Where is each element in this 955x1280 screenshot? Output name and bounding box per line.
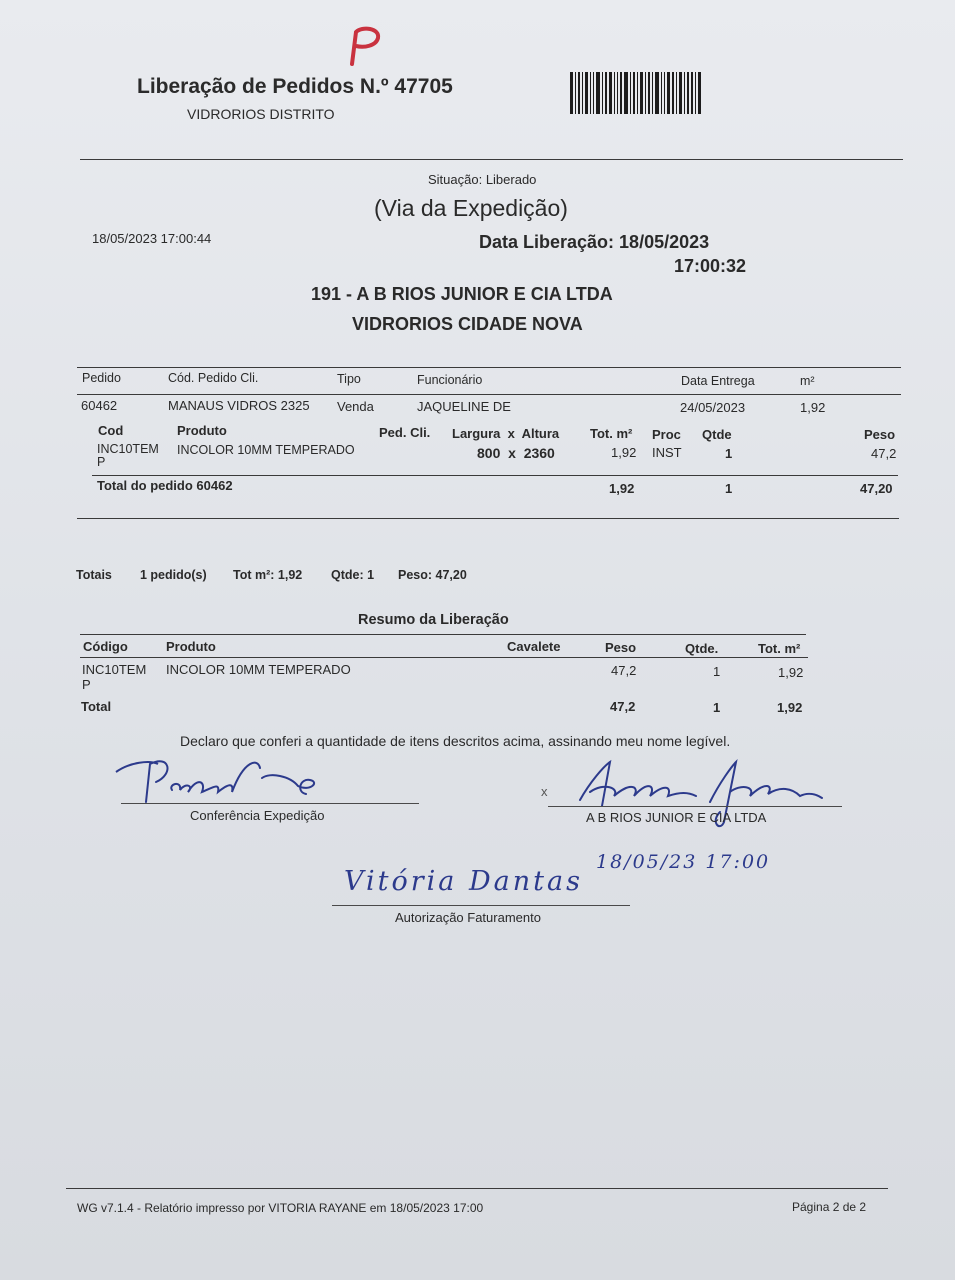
divider [77, 367, 901, 368]
declaration-text: Declaro que conferi a quantidade de itens descritos acima, assinando meu nome legível. [180, 733, 731, 749]
document-title: Liberação de Pedidos N.º 47705 [137, 75, 453, 98]
item-col-cod: Cod [98, 423, 124, 438]
handwritten-p-mark [340, 24, 390, 70]
summary-total-label: Total [81, 699, 112, 714]
footer-divider [66, 1188, 888, 1189]
divider [77, 518, 899, 519]
summary-product: INCOLOR 10MM TEMPERADO [166, 662, 351, 677]
item-col-ped-cli: Ped. Cli. [379, 425, 431, 440]
order-delivery-date: 24/05/2023 [680, 400, 746, 415]
summary-col-produto: Produto [166, 639, 216, 654]
col-pedido: Pedido [82, 371, 121, 385]
summary-total-weight: 47,2 [610, 699, 636, 714]
divider [77, 394, 901, 395]
col-funcionario: Funcionário [417, 373, 483, 387]
order-total-peso: 47,20 [860, 481, 893, 496]
col-m2: m² [800, 374, 815, 388]
item-dimensions: 800 x 2360 [477, 445, 555, 461]
order-total-qtde: 1 [725, 481, 733, 496]
order-employee: JAQUELINE DE [417, 399, 511, 414]
col-data-entrega: Data Entrega [681, 374, 755, 388]
footer-print-info: WG v7.1.4 - Relatório impresso por VITORIA RAYANE em 18/05/2023 17:00 [77, 1201, 484, 1215]
signature-line [548, 806, 842, 807]
totals-qtde: Qtde: 1 [331, 568, 375, 582]
printed-timestamp: 18/05/2023 17:00:44 [92, 231, 212, 246]
release-date: Data Liberação: 18/05/2023 [479, 232, 710, 252]
summary-col-peso: Peso [605, 640, 637, 655]
item-col-tot-m2: Tot. m² [590, 426, 633, 441]
order-total-label: Total do pedido 60462 [97, 478, 233, 493]
summary-col-tot-m2: Tot. m² [758, 641, 801, 656]
signature-line [332, 905, 630, 906]
summary-total-m2: 1,92 [777, 700, 803, 715]
item-product: INCOLOR 10MM TEMPERADO [177, 443, 355, 457]
order-type: Venda [337, 399, 374, 414]
summary-code-suffix: P [82, 677, 91, 692]
summary-qtde: 1 [713, 664, 721, 679]
summary-weight: 47,2 [611, 663, 637, 678]
item-code-suffix: P [97, 455, 106, 469]
item-col-qtde: Qtde [702, 427, 732, 442]
signature-autorizacao: Vitória Dantas [344, 866, 583, 897]
signature-conferencia [110, 752, 340, 810]
footer-page-number: Página 2 de 2 [792, 1200, 867, 1214]
divider [92, 475, 898, 476]
item-col-dimensions: Largura x Altura [452, 426, 560, 441]
signature-label-cliente: A B RIOS JUNIOR E CIA LTDA [586, 810, 767, 825]
divider [80, 657, 808, 658]
summary-title: Resumo da Liberação [358, 612, 509, 628]
signature-line [121, 803, 419, 804]
item-code: INC10TEM [97, 442, 159, 456]
release-time: 17:00:32 [674, 256, 747, 276]
totals-label: Totais [76, 568, 112, 582]
item-col-peso: Peso [864, 427, 896, 442]
signature-label-conferencia: Conferência Expedição [190, 808, 325, 823]
barcode [570, 72, 716, 114]
item-proc: INST [652, 445, 682, 460]
order-m2: 1,92 [800, 400, 826, 415]
summary-code: INC10TEM [82, 662, 147, 677]
status-text: Situação: Liberado [428, 172, 537, 187]
totals-weight: Peso: 47,20 [398, 568, 467, 582]
order-total-m2: 1,92 [609, 481, 635, 496]
divider [80, 634, 806, 635]
copy-label: (Via da Expedição) [374, 195, 568, 221]
totals-m2: Tot m²: 1,92 [233, 568, 303, 582]
item-col-proc: Proc [652, 427, 681, 442]
item-peso: 47,2 [871, 446, 897, 461]
item-qtde: 1 [725, 446, 733, 461]
client-store: VIDRORIOS CIDADE NOVA [352, 314, 583, 334]
summary-col-cavalete: Cavalete [507, 639, 561, 654]
item-tot-m2: 1,92 [611, 445, 637, 460]
client-name: 191 - A B RIOS JUNIOR E CIA LTDA [311, 284, 613, 304]
summary-m2: 1,92 [778, 665, 804, 680]
order-number: 60462 [81, 398, 118, 413]
summary-total-qtde: 1 [713, 700, 721, 715]
summary-col-qtde: Qtde. [685, 641, 719, 656]
totals-orders: 1 pedido(s) [140, 568, 207, 582]
col-tipo: Tipo [337, 372, 361, 386]
divider [80, 159, 903, 160]
handwritten-date: 18/05/23 17:00 [596, 851, 771, 873]
company-name: VIDRORIOS DISTRITO [187, 106, 335, 122]
summary-col-codigo: Código [83, 639, 128, 654]
signature-label-autorizacao: Autorização Faturamento [395, 910, 541, 925]
col-cod-pedido-cli: Cód. Pedido Cli. [168, 371, 259, 385]
item-col-produto: Produto [177, 423, 227, 438]
x-mark: x [541, 784, 548, 799]
order-client-code: MANAUS VIDROS 2325 [168, 398, 310, 413]
